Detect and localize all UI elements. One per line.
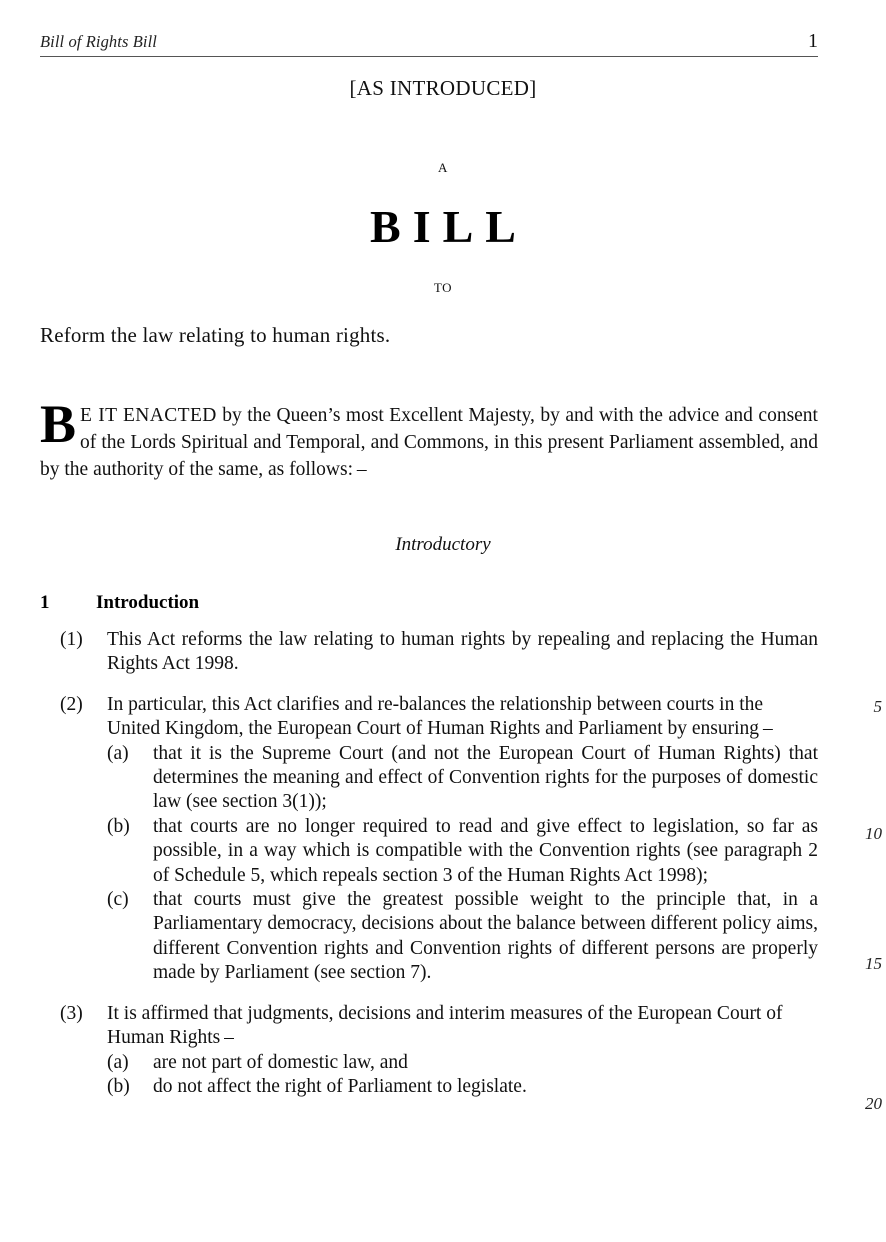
paragraph xyxy=(107,888,818,986)
header-bill-title: Bill of Rights Bill xyxy=(40,32,157,51)
enacting-formula xyxy=(40,394,818,483)
preposition-word: TO xyxy=(433,280,453,295)
running-header xyxy=(40,30,818,57)
paragraph-text: that it is the Supreme Court (and not the European Court of Human Rights) that determines the meaning and effect of Convention rights for the purposes of domestic law (see section 3(1)); xyxy=(153,742,818,813)
subsection-text: It is affirmed that judgments, decisions and interim measures of the European Court of Human Rights – xyxy=(107,1002,783,1049)
paragraph-marker: (c) xyxy=(107,889,129,911)
crossheading-introductory: Introductory xyxy=(395,534,491,555)
paragraph-list xyxy=(107,742,818,986)
line-number-marker: 10 xyxy=(865,824,882,843)
page-number: 1 xyxy=(808,30,818,52)
subsection-text: This Act reforms the law relating to human rights by repealing and replacing the Human Rights Act 1998. xyxy=(107,629,818,675)
section-heading xyxy=(40,592,818,614)
long-title: Reform the law relating to human rights. xyxy=(40,323,391,347)
paragraph-marker: (a) xyxy=(107,1051,129,1073)
subsection xyxy=(40,693,818,986)
section-body xyxy=(40,628,818,1099)
paragraph-marker: (b) xyxy=(107,1075,130,1097)
bill-word: BILL xyxy=(370,201,528,252)
paragraph-list xyxy=(107,1051,818,1100)
subsection-text: In particular, this Act clarifies and re-balances the relationship between courts in the United Kingdom, the European Court of Human Rights and Parliament by ensuring – xyxy=(107,693,773,740)
line-number-marker: 20 xyxy=(865,1094,882,1113)
section-number: 1 xyxy=(40,592,50,613)
paragraph-text: do not affect the right of Parliament to legislate. xyxy=(153,1075,527,1097)
subsection-marker: (2) xyxy=(60,693,83,715)
paragraph xyxy=(107,742,818,815)
drop-cap-letter: B xyxy=(40,394,77,454)
paragraph-text: that courts are no longer required to read and give effect to legislation, so far as possible, in a way which is compatible with the Convention rights (see paragraph 2 of Schedule 5, which repeals section 3 of the Human Rights Act 1998); xyxy=(153,815,818,886)
enacting-body-text: by the Queen’s most Excellent Majesty, by and with the advice and consent of the Lords Spiritual and Temporal, and Commons, in this present Parliament assembled, and by the authority of the same, as follows: – xyxy=(40,405,818,480)
paragraph xyxy=(107,1075,818,1099)
subsection xyxy=(40,628,818,677)
article-word: A xyxy=(438,160,448,175)
paragraph xyxy=(107,1051,818,1075)
paragraph xyxy=(107,815,818,888)
subsection-marker: (3) xyxy=(60,1002,83,1024)
paragraph-text: that courts must give the greatest possible weight to the principle that, in a Parliamentary democracy, decisions about the balance between different policy aims, different Convention rights and Convention rights of different persons are properly made by Parliament (see section 7). xyxy=(153,889,818,984)
paragraph-marker: (a) xyxy=(107,742,129,764)
section-title: Introduction xyxy=(96,592,200,613)
paragraph-marker: (b) xyxy=(107,815,130,837)
bill-status-line: [AS INTRODUCED] xyxy=(349,76,537,100)
subsection xyxy=(40,1002,818,1100)
enacting-smallcaps: E IT ENACTED xyxy=(80,405,217,426)
line-number-marker: 5 xyxy=(873,697,882,716)
line-number-marker: 15 xyxy=(865,954,882,973)
subsection-marker: (1) xyxy=(60,629,83,650)
paragraph-text: are not part of domestic law, and xyxy=(153,1051,408,1073)
